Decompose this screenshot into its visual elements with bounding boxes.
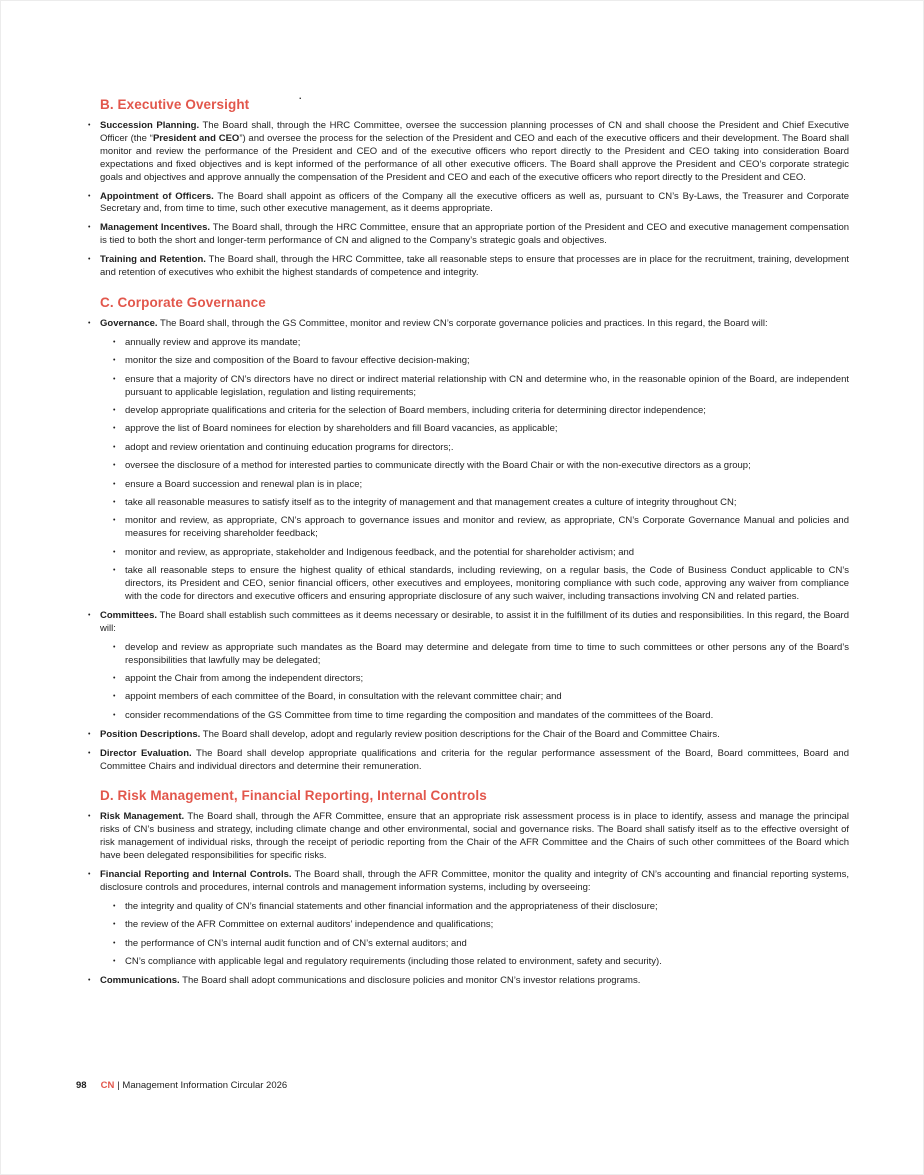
- bullet-icon: •: [113, 480, 116, 488]
- section-heading: C. Corporate Governance: [100, 294, 266, 310]
- paragraph-text: Governance. The Board shall, through the GS Committee, monitor and review CN’s corporate governance policies and practices. In this regard, the Board will:: [100, 317, 768, 329]
- bullet-icon: •: [113, 338, 116, 346]
- bullet-item: [88, 254, 849, 280]
- sub-bullet-item: [113, 337, 849, 350]
- bullet-icon: •: [88, 871, 91, 879]
- bullet-item: [88, 610, 849, 636]
- bullet-icon: •: [113, 939, 116, 947]
- bullet-icon: •: [113, 711, 116, 719]
- bullet-icon: •: [113, 643, 116, 651]
- paragraph-text: CN’s compliance with applicable legal and regulatory requirements (including those related to environment, safety and security).: [125, 956, 662, 968]
- bullet-icon: •: [113, 407, 116, 414]
- sub-bullet-item: [113, 938, 849, 951]
- section-heading: B. Executive Oversight: [100, 97, 250, 112]
- paragraph-text: take all reasonable measures to satisfy itself as to the integrity of management and that management creates a culture of integrity throughout CN;: [125, 497, 737, 509]
- footer-title: | Management Information Circular 2026: [117, 1080, 288, 1091]
- bullet-icon: •: [88, 192, 91, 200]
- paragraph-text: Risk Management. The Board shall, through the AFR Committee, ensure that an appropriate risk assessment process is in place to identify, assess and manage the principal risks of CN’s business and strategy, including climate change and other environmental, social and governance risks. The Board shall satisfy itself as to the effective oversight of risk management of individual risks, through the receipt of periodic reporting from the Chair of the AFR Committee and the Chairs of such other committees of the Board which have been delegated responsibilities for specific risks.: [100, 811, 849, 862]
- paragraph-lead: Management Incentives.: [100, 222, 211, 234]
- bullet-item: [88, 748, 849, 774]
- document-content: [88, 97, 849, 994]
- paragraph-lead: Succession Planning.: [100, 120, 200, 131]
- paragraph-lead: Training and Retention.: [100, 254, 206, 266]
- bullet-icon: •: [113, 499, 116, 507]
- bullet-icon: •: [113, 693, 116, 701]
- sub-bullet-item: [113, 515, 849, 541]
- paragraph-lead: Communications.: [100, 975, 180, 986]
- paragraph-text: Succession Planning. The Board shall, through the HRC Committee, oversee the succession planning processes of CN and shall choose the President and Chief Executive Officer (the “President and CEO”) and oversee the process for the selection of the President and CEO and each of the executive officers and their development. The Board shall monitor and review the performance of the President and CEO and of the executive officers who report directly to the President and CEO taking into consideration Board expectations and fixed objectives and is kept informed of the performance of all other executive officers. The Board shall approve the President and CEO’s corporate strategic goals and objectives and approve annually the compensation of the President and CEO and each of the executive officers who report directly to the President and CEO.: [100, 120, 849, 183]
- bullet-icon: •: [113, 548, 116, 556]
- paragraph-text: develop appropriate qualifications and criteria for the selection of Board members, including criteria for determining director independence;: [125, 405, 706, 416]
- paragraph-text: Financial Reporting and Internal Controls. The Board shall, through the AFR Committee, monitor the quality and integrity of CN’s accounting and financial reporting systems, disclosure controls and procedures, internal controls and management information systems, including by overseeing:: [100, 869, 849, 893]
- cn-brand-logo-text: CN: [100, 1080, 115, 1091]
- bullet-icon: •: [88, 730, 91, 738]
- sub-bullet-item: [113, 673, 849, 686]
- paragraph-lead: Director Evaluation.: [100, 747, 192, 759]
- bullet-item: [88, 975, 849, 988]
- bullet-icon: •: [88, 977, 91, 984]
- paragraph-text: annually review and approve its mandate;: [125, 336, 301, 348]
- paragraph-text: the performance of CN’s internal audit function and of CN’s external auditors; and: [125, 937, 467, 949]
- sub-bullet-item: [113, 691, 849, 704]
- bullet-item: [88, 191, 849, 217]
- sub-bullet-item: [113, 901, 849, 914]
- bullet-item: [88, 811, 849, 863]
- bullet-icon: •: [113, 462, 116, 470]
- bullet-icon: •: [113, 375, 116, 383]
- page-number: 98: [76, 1080, 87, 1091]
- section-heading: D. Risk Management, Financial Reporting, Internal Controls: [100, 788, 487, 804]
- paragraph-text: ensure that a majority of CN’s directors have no direct or indirect material relationship with CN and determine who, in the reasonable opinion of the Board, are independent pursuant to applicable legislation, regulation and listing requirements;: [125, 373, 849, 398]
- sub-bullet-item: [113, 919, 849, 932]
- paragraph-text: Appointment of Officers. The Board shall appoint as officers of the Company all the executive officers as well as, pursuant to CN’s By-Laws, the Treasurer and Corporate Secretary and, from time to time, such other executive management, as it deems appropriate.: [100, 190, 849, 215]
- sub-bullet-item: [113, 355, 849, 368]
- paragraph-text: consider recommendations of the GS Committee from time to time regarding the composition and mandates of the committees of the Board.: [125, 709, 714, 721]
- paragraph-text: appoint the Chair from among the independent directors;: [125, 673, 364, 684]
- bullet-icon: •: [88, 122, 91, 129]
- bullet-icon: •: [113, 425, 116, 433]
- bullet-item: [88, 222, 849, 248]
- paragraph-text: monitor the size and composition of the Board to favour effective decision-making;: [125, 355, 470, 367]
- bullet-icon: •: [113, 675, 116, 682]
- paragraph-text: Management Incentives. The Board shall, through the HRC Committee, ensure that an appropriate portion of the President and CEO and executive management compensation is tied to both the short and longer-term performance of CN and aligned to the Company’s strategic goals and objectives.: [100, 222, 850, 247]
- sub-bullet-item: [113, 710, 849, 723]
- paragraph-lead: Position Descriptions.: [100, 728, 201, 740]
- bullet-icon: •: [113, 958, 116, 966]
- sub-bullet-item: [113, 405, 849, 418]
- paragraph-lead: Risk Management.: [100, 811, 185, 823]
- sub-bullet-item: [113, 956, 849, 969]
- paragraph-text: Director Evaluation. The Board shall develop appropriate qualifications and criteria for the regular performance assessment of the Board, Board committees, Board and Committee Chairs and individual directors and determine their remuneration.: [100, 747, 850, 772]
- stray-period-mark: .: [299, 91, 302, 101]
- sub-bullet-item: [113, 565, 849, 604]
- bullet-icon: •: [113, 357, 116, 365]
- bullet-icon: •: [113, 443, 116, 451]
- sub-bullet-item: [113, 374, 849, 400]
- bullet-icon: •: [113, 921, 116, 929]
- bullet-icon: •: [113, 902, 116, 910]
- bullet-icon: •: [88, 224, 91, 232]
- bullet-icon: •: [113, 567, 116, 575]
- paragraph-text: monitor and review, as appropriate, stakeholder and Indigenous feedback, and the potential for shareholder activism; and: [125, 546, 635, 558]
- sub-bullet-item: [113, 423, 849, 436]
- paragraph-text: approve the list of Board nominees for election by shareholders and fill Board vacancies, as applicable;: [125, 423, 558, 435]
- page-footer: [76, 1080, 287, 1092]
- sub-bullet-item: [113, 642, 849, 668]
- paragraph-text: develop and review as appropriate such mandates as the Board may determine and delegate from time to time to such committees or other persons any of the Board’s responsibilities that lawfully may be delegated;: [125, 641, 849, 666]
- paragraph-text: Training and Retention. The Board shall, through the HRC Committee, take all reasonable steps to ensure that processes are in place for the recruitment, training, development and retention of executives who exhibit the highest standards of competence and integrity.: [100, 254, 849, 279]
- sub-bullet-item: [113, 460, 849, 473]
- bullet-icon: •: [88, 611, 91, 619]
- paragraph-text: Communications. The Board shall adopt communications and disclosure policies and monitor CN’s investor relations programs.: [100, 975, 641, 986]
- bullet-icon: •: [88, 256, 91, 264]
- paragraph-text: oversee the disclosure of a method for interested parties to communicate directly with the Board Chair or with the non-executive directors as a group;: [125, 460, 751, 472]
- bullet-icon: •: [88, 813, 91, 821]
- paragraph-text: take all reasonable steps to ensure the highest quality of ethical standards, including reviewing, on a regular basis, the Code of Business Conduct applicable to CN’s directors, its President and CEO, senior financial officers, other executives and employees, monitoring compliance with such code, approving any waiver from compliance with the code for directors and executive officers and ensuring appropriate disclosure of any such waiver, including transactions involving CN and related parties.: [125, 565, 849, 602]
- bullet-icon: •: [113, 517, 116, 525]
- sub-bullet-item: [113, 497, 849, 510]
- paragraph-text: monitor and review, as appropriate, CN’s approach to governance issues and monitor and review, as appropriate, CN’s Corporate Governance Manual and policies and measures for receiving shareholder feedback;: [125, 515, 849, 540]
- paragraph-text: Committees. The Board shall establish such committees as it deems necessary or desirable, to assist it in the fulfillment of its duties and responsibilities. In this regard, the Board will:: [100, 609, 850, 634]
- sub-bullet-item: [113, 442, 849, 455]
- paragraph-lead: Financial Reporting and Internal Controls.: [100, 869, 292, 881]
- bullet-item: [88, 729, 849, 742]
- bullet-icon: •: [88, 749, 91, 757]
- paragraph-text: the review of the AFR Committee on external auditors’ independence and qualifications;: [125, 919, 494, 931]
- paragraph-text: appoint members of each committee of the Board, in consultation with the relevant committee chair; and: [125, 691, 562, 703]
- bullet-item: [88, 120, 849, 185]
- bullet-item: [88, 869, 849, 895]
- paragraph-text: the integrity and quality of CN’s financial statements and other financial information and the appropriateness of their disclosure;: [125, 900, 658, 912]
- paragraph-text: Position Descriptions. The Board shall develop, adopt and regularly review position descriptions for the Chair of the Board and Committee Chairs.: [100, 728, 720, 740]
- paragraph-lead: Governance.: [100, 317, 158, 329]
- paragraph-lead: Appointment of Officers.: [100, 190, 214, 202]
- bullet-item: [88, 318, 849, 331]
- paragraph-text: adopt and review orientation and continuing education programs for directors;.: [125, 441, 454, 453]
- paragraph-lead: Committees.: [100, 609, 158, 621]
- bullet-icon: •: [88, 319, 91, 327]
- paragraph-text: ensure a Board succession and renewal plan is in place;: [125, 478, 363, 490]
- sub-bullet-item: [113, 547, 849, 560]
- sub-bullet-item: [113, 479, 849, 492]
